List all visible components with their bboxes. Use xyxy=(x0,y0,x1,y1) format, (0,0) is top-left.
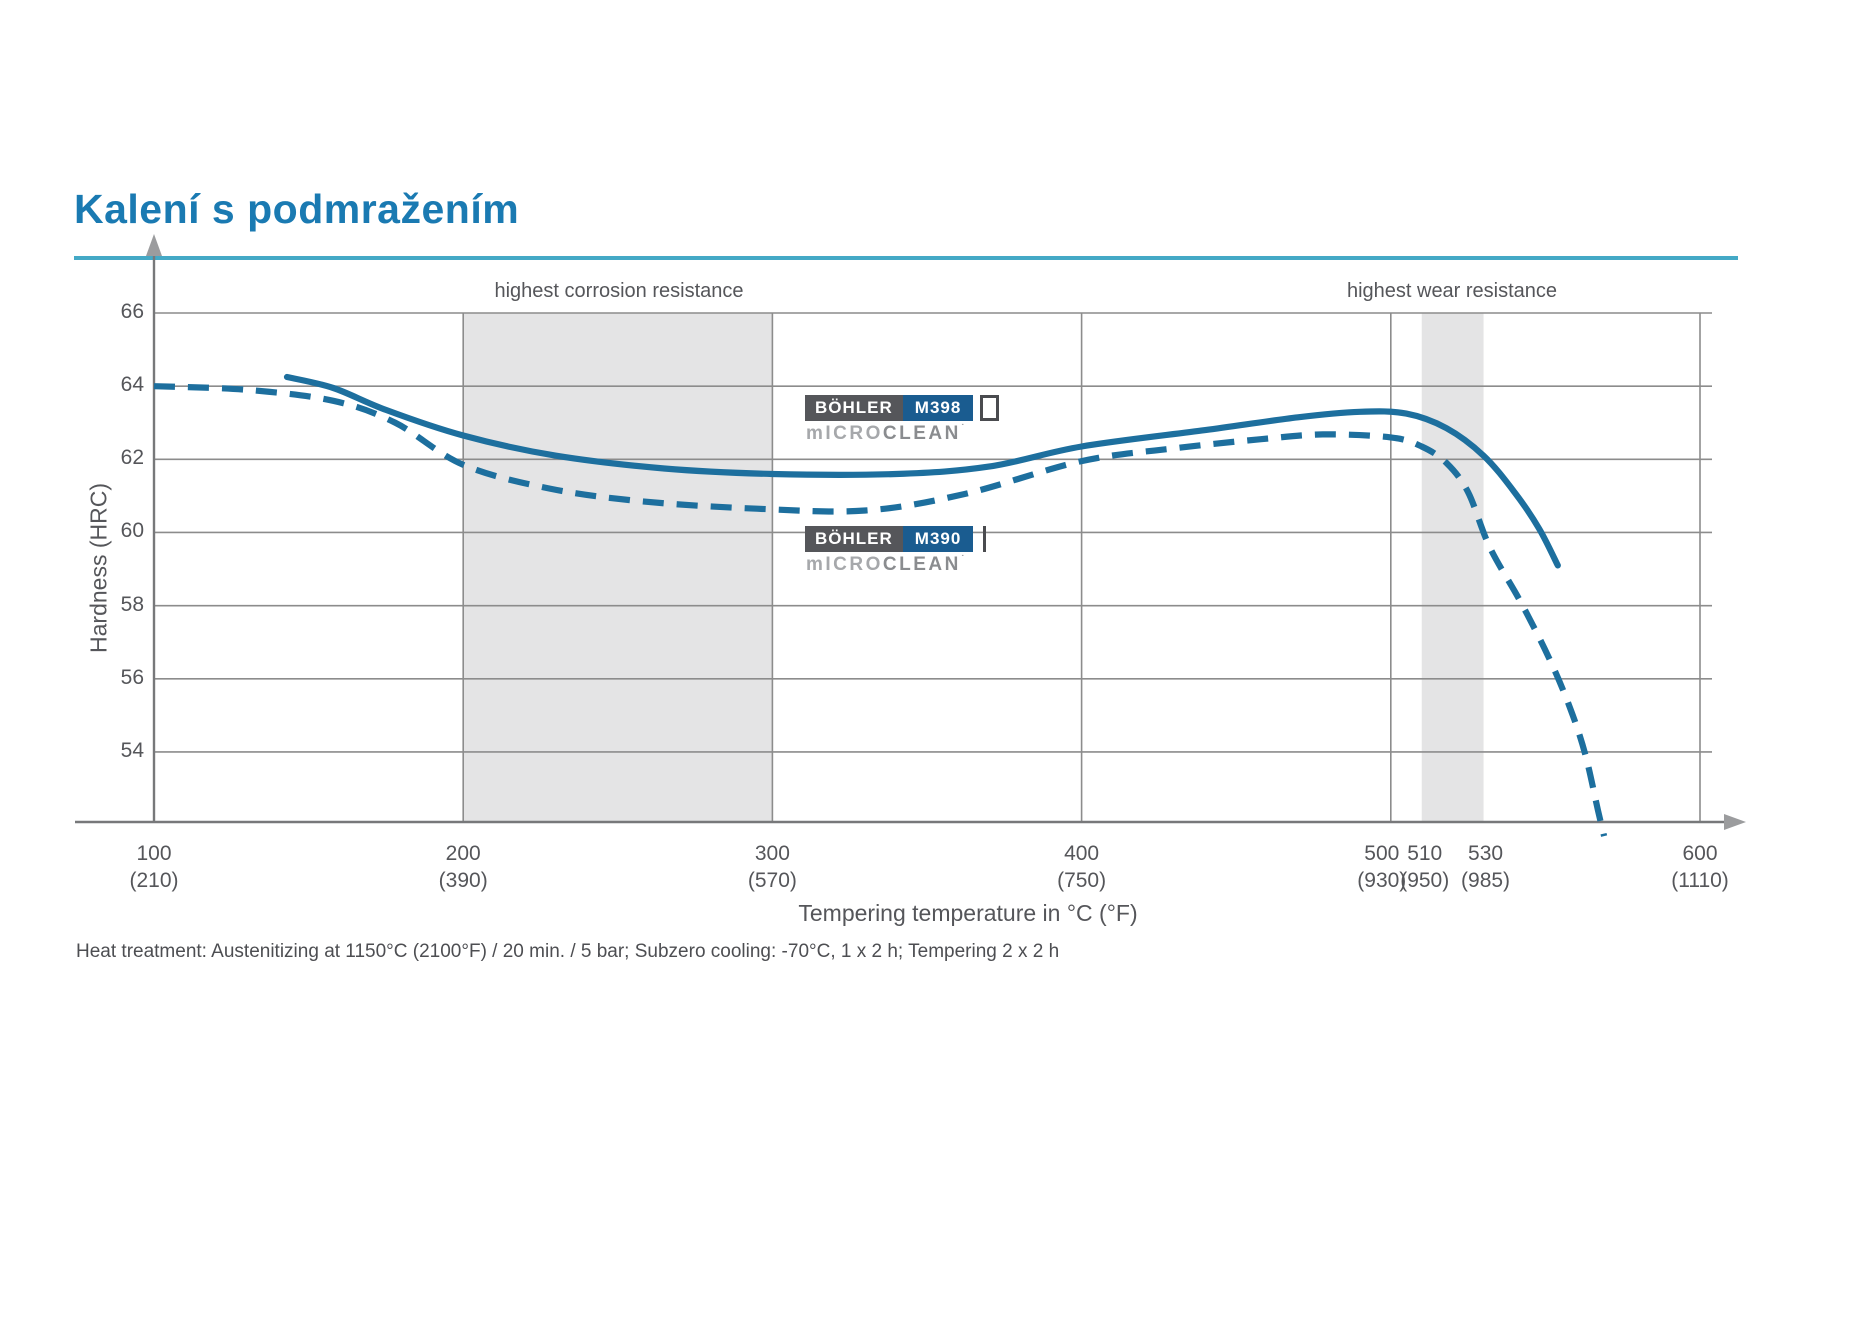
dashed-line-swatch xyxy=(983,526,986,552)
grade-badge-m390: M390 xyxy=(903,526,974,552)
y-tick-58: 58 xyxy=(120,592,144,616)
x-tick-530: 530 (985) xyxy=(1461,842,1511,892)
y-tick-54: 54 xyxy=(120,738,144,762)
x-tick-600: 600 (1110) xyxy=(1671,842,1729,892)
x-tick-510: 510 (950) xyxy=(1400,842,1450,892)
solid-line-swatch xyxy=(980,395,999,421)
x-tick-100: 100 (210) xyxy=(129,842,179,892)
x-axis-title: Tempering temperature in °C (°F) xyxy=(798,900,1138,926)
annotation-wear-resistance: highest wear resistance xyxy=(1346,280,1558,302)
band-200 xyxy=(463,313,772,822)
band-510 xyxy=(1422,313,1484,822)
x-tick-300: 300 (570) xyxy=(747,842,797,892)
legend-m390 xyxy=(805,526,986,552)
x-tick-400: 400 (750) xyxy=(1057,842,1107,892)
bohler-logo-m398: BÖHLER xyxy=(805,395,903,421)
x-tick-500: 500 (930) xyxy=(1357,842,1407,892)
page-title: Kalení s podmražením xyxy=(74,186,520,232)
y-tick-64: 64 xyxy=(120,373,144,397)
bohler-logo-m390: BÖHLER xyxy=(805,526,903,552)
x-tick-200: 200 (390) xyxy=(438,842,488,892)
grade-badge-m398: M398 xyxy=(903,395,974,421)
y-tick-56: 56 xyxy=(120,665,144,689)
y-axis-title: Hardness (HRC) xyxy=(85,483,112,653)
curve-m390 xyxy=(154,386,1604,836)
legend-m398 xyxy=(805,395,999,421)
y-tick-60: 60 xyxy=(120,519,144,543)
heat-treatment-note: Heat treatment: Austenitizing at 1150°C (2100°F) / 20 min. / 5 bar; Subzero cooling: -70°C, 1 x 2 h; Tempering 2 x 2 h xyxy=(76,941,1060,962)
y-tick-66: 66 xyxy=(120,300,144,323)
microclean-logo-m398: mICROCLEAN˙ xyxy=(806,423,968,444)
microclean-logo-m390: mICROCLEAN˙ xyxy=(806,554,968,575)
y-tick-62: 62 xyxy=(120,446,144,470)
annotation-corrosion-resistance: highest corrosion resistance xyxy=(494,280,744,302)
